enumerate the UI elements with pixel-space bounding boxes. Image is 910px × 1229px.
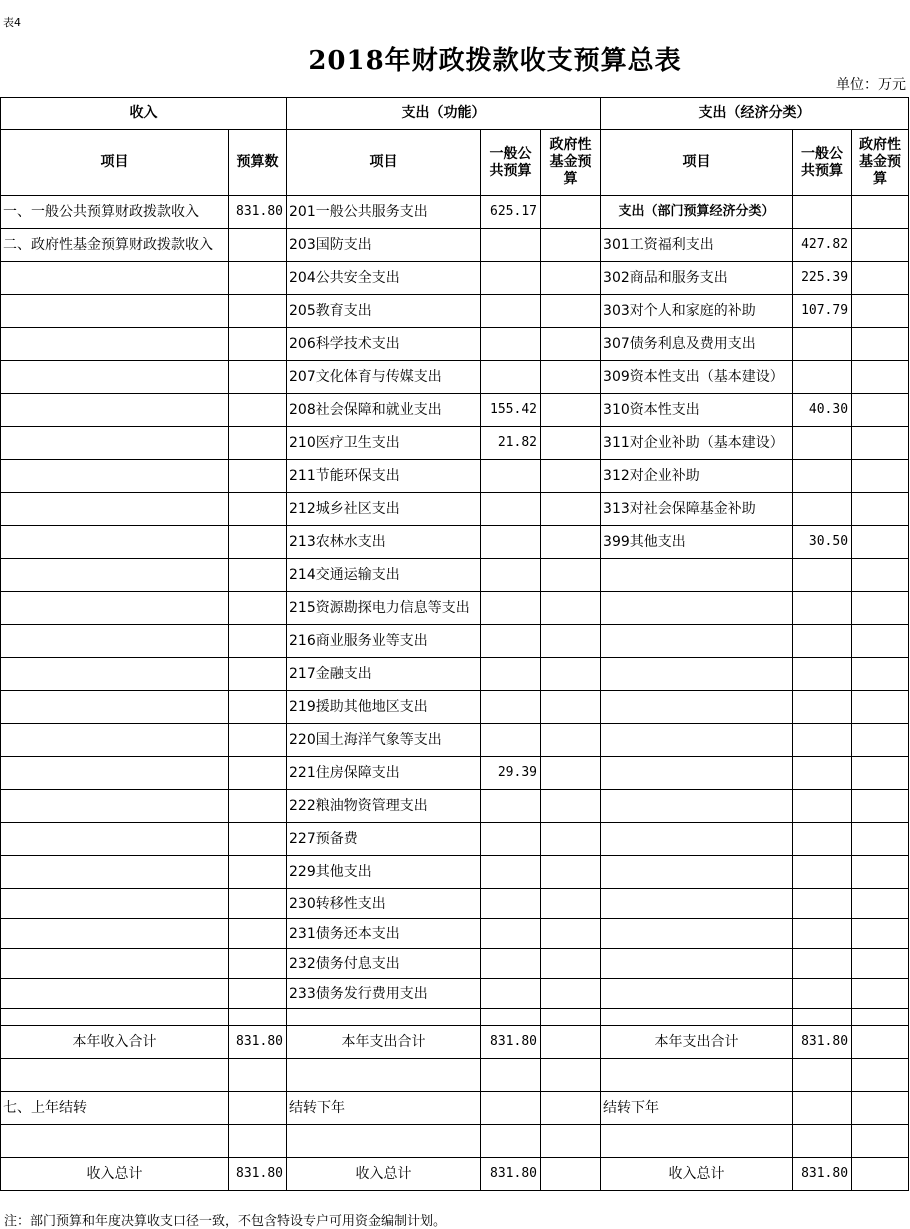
func-fund <box>541 229 601 262</box>
income-item <box>1 790 229 823</box>
empty-cell <box>793 1125 852 1158</box>
income-amount <box>229 658 287 691</box>
econ-general <box>793 328 852 361</box>
income-item <box>1 889 229 919</box>
income-item <box>1 592 229 625</box>
income-item <box>1 919 229 949</box>
func-fund <box>541 361 601 394</box>
econ-fund <box>852 625 909 658</box>
year-exp-func-amount: 831.80 <box>481 1026 541 1059</box>
func-general: 29.39 <box>481 757 541 790</box>
table-row <box>1 559 909 592</box>
table-row <box>1 658 909 691</box>
func-item: 208社会保障和就业支出 <box>287 394 481 427</box>
func-general: 21.82 <box>481 427 541 460</box>
func-fund <box>541 394 601 427</box>
econ-general <box>793 592 852 625</box>
func-item: 220国土海洋气象等支出 <box>287 724 481 757</box>
carry-out-func-label: 结转下年 <box>287 1092 481 1125</box>
econ-general <box>793 493 852 526</box>
unit-label: 单位：万元 <box>836 77 906 93</box>
econ-item <box>601 724 793 757</box>
econ-item: 312对企业补助 <box>601 460 793 493</box>
income-amount <box>229 427 287 460</box>
sheet-tag: 表4 <box>3 16 21 29</box>
econ-fund <box>852 559 909 592</box>
econ-item <box>601 625 793 658</box>
func-item: 205教育支出 <box>287 295 481 328</box>
econ-item: 301工资福利支出 <box>601 229 793 262</box>
func-general <box>481 889 541 919</box>
income-amount <box>229 949 287 979</box>
func-general <box>481 229 541 262</box>
income-item <box>1 295 229 328</box>
empty-cell <box>793 1092 852 1125</box>
econ-fund <box>852 262 909 295</box>
year-income-label: 本年收入合计 <box>1 1026 229 1059</box>
func-item: 230转移性支出 <box>287 889 481 919</box>
total-row <box>1 1125 909 1158</box>
table-row <box>1 427 909 460</box>
func-item: 206科学技术支出 <box>287 328 481 361</box>
income-item <box>1 724 229 757</box>
func-item: 222粮油物资管理支出 <box>287 790 481 823</box>
empty-cell <box>1 1059 229 1092</box>
income-amount <box>229 493 287 526</box>
empty-cell <box>601 1125 793 1158</box>
empty-cell <box>287 1125 481 1158</box>
econ-item <box>601 691 793 724</box>
econ-general <box>793 919 852 949</box>
func-fund <box>541 757 601 790</box>
income-item: 一、一般公共预算财政拨款收入 <box>1 196 229 229</box>
func-fund <box>541 691 601 724</box>
econ-general <box>793 724 852 757</box>
income-item <box>1 1009 229 1026</box>
func-general <box>481 361 541 394</box>
func-general <box>481 625 541 658</box>
year-exp-econ-label: 本年支出合计 <box>601 1026 793 1059</box>
econ-fund <box>852 427 909 460</box>
econ-fund <box>852 394 909 427</box>
income-amount <box>229 262 287 295</box>
income-item <box>1 823 229 856</box>
income-amount <box>229 1009 287 1026</box>
econ-general <box>793 559 852 592</box>
income-item <box>1 691 229 724</box>
econ-fund <box>852 724 909 757</box>
econ-fund <box>852 757 909 790</box>
income-item <box>1 625 229 658</box>
func-fund <box>541 559 601 592</box>
func-fund <box>541 625 601 658</box>
econ-fund <box>852 658 909 691</box>
econ-general <box>793 196 852 229</box>
econ-item <box>601 757 793 790</box>
func-fund <box>541 295 601 328</box>
empty-cell <box>287 1059 481 1092</box>
income-item <box>1 559 229 592</box>
econ-fund <box>852 196 909 229</box>
table-row <box>1 949 909 979</box>
econ-general <box>793 625 852 658</box>
table-row <box>1 790 909 823</box>
func-fund <box>541 790 601 823</box>
func-item: 217金融支出 <box>287 658 481 691</box>
econ-general <box>793 361 852 394</box>
econ-fund <box>852 1009 909 1026</box>
income-amount <box>229 460 287 493</box>
empty-cell <box>852 1158 909 1191</box>
income-item <box>1 328 229 361</box>
income-amount <box>229 889 287 919</box>
grand-econ-amount: 831.80 <box>793 1158 852 1191</box>
econ-item: 303对个人和家庭的补助 <box>601 295 793 328</box>
table-row <box>1 889 909 919</box>
year-income-amount: 831.80 <box>229 1026 287 1059</box>
func-general <box>481 790 541 823</box>
empty-cell <box>793 1059 852 1092</box>
func-fund <box>541 658 601 691</box>
func-item: 203国防支出 <box>287 229 481 262</box>
func-fund <box>541 526 601 559</box>
table-row <box>1 757 909 790</box>
header-row-2 <box>1 130 909 196</box>
empty-cell <box>541 1092 601 1125</box>
income-amount <box>229 724 287 757</box>
econ-general: 107.79 <box>793 295 852 328</box>
grand-income-amount: 831.80 <box>229 1158 287 1191</box>
table-row <box>1 262 909 295</box>
empty-cell <box>852 1125 909 1158</box>
func-fund <box>541 856 601 889</box>
func-fund <box>541 196 601 229</box>
total-row <box>1 1059 909 1092</box>
econ-fund <box>852 526 909 559</box>
func-general <box>481 262 541 295</box>
table-row <box>1 625 909 658</box>
func-item: 232债务付息支出 <box>287 949 481 979</box>
econ-item <box>601 979 793 1009</box>
income-amount <box>229 328 287 361</box>
econ-fund <box>852 823 909 856</box>
func-item: 227预备费 <box>287 823 481 856</box>
econ-fund <box>852 361 909 394</box>
func-item: 214交通运输支出 <box>287 559 481 592</box>
func-fund <box>541 328 601 361</box>
empty-cell <box>852 1059 909 1092</box>
func-fund <box>541 460 601 493</box>
econ-item <box>601 919 793 949</box>
header-fund: 政府性基金预算 <box>541 130 601 196</box>
func-general <box>481 460 541 493</box>
econ-fund <box>852 493 909 526</box>
income-amount <box>229 625 287 658</box>
econ-general <box>793 427 852 460</box>
econ-item: 309资本性支出（基本建设） <box>601 361 793 394</box>
table-row <box>1 229 909 262</box>
income-amount <box>229 790 287 823</box>
table-row <box>1 460 909 493</box>
econ-general <box>793 949 852 979</box>
func-general <box>481 658 541 691</box>
func-item: 212城乡社区支出 <box>287 493 481 526</box>
table-row <box>1 328 909 361</box>
income-item <box>1 979 229 1009</box>
func-item <box>287 1009 481 1026</box>
income-amount <box>229 229 287 262</box>
func-general <box>481 856 541 889</box>
total-row <box>1 1092 909 1125</box>
empty-cell <box>481 1092 541 1125</box>
table-row <box>1 919 909 949</box>
econ-fund <box>852 889 909 919</box>
econ-fund <box>852 295 909 328</box>
econ-general <box>793 691 852 724</box>
func-fund <box>541 493 601 526</box>
econ-item: 支出（部门预算经济分类） <box>601 196 793 229</box>
table-row <box>1 196 909 229</box>
table-row <box>1 493 909 526</box>
func-general <box>481 949 541 979</box>
econ-general <box>793 1009 852 1026</box>
econ-general <box>793 757 852 790</box>
func-item: 219援助其他地区支出 <box>287 691 481 724</box>
func-general <box>481 823 541 856</box>
func-fund <box>541 919 601 949</box>
empty-cell <box>601 1059 793 1092</box>
income-item <box>1 757 229 790</box>
header-item: 项目 <box>287 130 481 196</box>
func-general: 625.17 <box>481 196 541 229</box>
func-item: 204公共安全支出 <box>287 262 481 295</box>
func-general <box>481 691 541 724</box>
func-item: 233债务发行费用支出 <box>287 979 481 1009</box>
econ-item <box>601 823 793 856</box>
income-amount <box>229 757 287 790</box>
econ-general: 40.30 <box>793 394 852 427</box>
table-row <box>1 691 909 724</box>
func-general <box>481 295 541 328</box>
empty-cell <box>1 1125 229 1158</box>
income-item: 二、政府性基金预算财政拨款收入 <box>1 229 229 262</box>
carry-out-econ-label: 结转下年 <box>601 1092 793 1125</box>
econ-general <box>793 823 852 856</box>
empty-cell <box>852 1026 909 1059</box>
func-general <box>481 328 541 361</box>
empty-cell <box>229 1059 287 1092</box>
func-general <box>481 559 541 592</box>
table-row <box>1 1009 909 1026</box>
func-item: 229其他支出 <box>287 856 481 889</box>
func-fund <box>541 1009 601 1026</box>
page-title: 2018年财政拨款收支预算总表 <box>308 46 682 76</box>
func-fund <box>541 724 601 757</box>
table-row <box>1 856 909 889</box>
econ-item: 313对社会保障基金补助 <box>601 493 793 526</box>
empty-cell <box>541 1026 601 1059</box>
econ-item <box>601 559 793 592</box>
table-row <box>1 823 909 856</box>
income-amount <box>229 691 287 724</box>
header-budget: 预算数 <box>229 130 287 196</box>
econ-fund <box>852 790 909 823</box>
func-general <box>481 526 541 559</box>
func-fund <box>541 949 601 979</box>
econ-fund <box>852 691 909 724</box>
header-expense-econ: 支出（经济分类） <box>601 98 909 130</box>
func-item: 211节能环保支出 <box>287 460 481 493</box>
header-general: 一般公共预算 <box>481 130 541 196</box>
income-item <box>1 658 229 691</box>
econ-item <box>601 658 793 691</box>
income-amount <box>229 295 287 328</box>
footnote: 注：部门预算和年度决算收支口径一致，不包含特设专户可用资金编制计划。 <box>4 1214 447 1229</box>
income-item <box>1 394 229 427</box>
income-amount <box>229 559 287 592</box>
income-amount <box>229 526 287 559</box>
header-row-1 <box>1 98 909 130</box>
grand-income-label: 收入总计 <box>1 1158 229 1191</box>
func-item: 201一般公共服务支出 <box>287 196 481 229</box>
econ-item <box>601 790 793 823</box>
func-item: 216商业服务业等支出 <box>287 625 481 658</box>
func-general <box>481 1009 541 1026</box>
income-item <box>1 856 229 889</box>
income-item <box>1 949 229 979</box>
func-item: 207文化体育与传媒支出 <box>287 361 481 394</box>
econ-item <box>601 949 793 979</box>
econ-general <box>793 979 852 1009</box>
table-row <box>1 724 909 757</box>
func-item: 221住房保障支出 <box>287 757 481 790</box>
income-item <box>1 262 229 295</box>
econ-item: 311对企业补助（基本建设） <box>601 427 793 460</box>
year-exp-label: 本年支出合计 <box>287 1026 481 1059</box>
econ-item: 307债务利息及费用支出 <box>601 328 793 361</box>
empty-cell <box>481 1059 541 1092</box>
func-general: 155.42 <box>481 394 541 427</box>
header-fund: 政府性基金预算 <box>852 130 909 196</box>
empty-cell <box>541 1125 601 1158</box>
func-fund <box>541 823 601 856</box>
income-amount <box>229 394 287 427</box>
econ-fund <box>852 919 909 949</box>
income-item <box>1 427 229 460</box>
grand-func-label: 收入总计 <box>287 1158 481 1191</box>
header-income: 收入 <box>1 98 287 130</box>
econ-item: 302商品和服务支出 <box>601 262 793 295</box>
income-item <box>1 460 229 493</box>
income-amount <box>229 823 287 856</box>
func-fund <box>541 889 601 919</box>
year-exp-econ-amount: 831.80 <box>793 1026 852 1059</box>
econ-general: 225.39 <box>793 262 852 295</box>
econ-fund <box>852 592 909 625</box>
income-item <box>1 526 229 559</box>
econ-fund <box>852 856 909 889</box>
func-item: 210医疗卫生支出 <box>287 427 481 460</box>
econ-general <box>793 790 852 823</box>
grand-econ-label: 收入总计 <box>601 1158 793 1191</box>
carry-in-label: 七、上年结转 <box>1 1092 229 1125</box>
econ-fund <box>852 460 909 493</box>
func-general <box>481 979 541 1009</box>
econ-item <box>601 856 793 889</box>
total-row <box>1 1026 909 1059</box>
func-item: 215资源勘探电力信息等支出 <box>287 592 481 625</box>
total-row <box>1 1158 909 1191</box>
func-general <box>481 592 541 625</box>
header-expense-func: 支出（功能） <box>287 98 601 130</box>
income-item <box>1 493 229 526</box>
table-row <box>1 979 909 1009</box>
table-row <box>1 592 909 625</box>
empty-cell <box>481 1125 541 1158</box>
income-amount <box>229 979 287 1009</box>
econ-item: 399其他支出 <box>601 526 793 559</box>
func-general <box>481 919 541 949</box>
empty-cell <box>229 1125 287 1158</box>
econ-fund <box>852 328 909 361</box>
func-general <box>481 724 541 757</box>
econ-general: 427.82 <box>793 229 852 262</box>
econ-general <box>793 460 852 493</box>
func-fund <box>541 979 601 1009</box>
econ-general <box>793 658 852 691</box>
header-item: 项目 <box>1 130 229 196</box>
econ-item <box>601 1009 793 1026</box>
header-general: 一般公共预算 <box>793 130 852 196</box>
econ-item <box>601 889 793 919</box>
table-row <box>1 295 909 328</box>
budget-table <box>0 97 909 1191</box>
income-item <box>1 361 229 394</box>
empty-cell <box>541 1059 601 1092</box>
empty-cell <box>852 1092 909 1125</box>
func-general <box>481 493 541 526</box>
income-amount <box>229 361 287 394</box>
econ-general <box>793 856 852 889</box>
func-item: 231债务还本支出 <box>287 919 481 949</box>
table-row <box>1 526 909 559</box>
econ-item <box>601 592 793 625</box>
empty-cell <box>229 1092 287 1125</box>
econ-fund <box>852 229 909 262</box>
econ-fund <box>852 949 909 979</box>
income-amount <box>229 919 287 949</box>
econ-general <box>793 889 852 919</box>
econ-general: 30.50 <box>793 526 852 559</box>
econ-fund <box>852 979 909 1009</box>
table-row <box>1 361 909 394</box>
func-fund <box>541 592 601 625</box>
func-fund <box>541 262 601 295</box>
econ-item: 310资本性支出 <box>601 394 793 427</box>
income-amount <box>229 856 287 889</box>
grand-func-amount: 831.80 <box>481 1158 541 1191</box>
func-item: 213农林水支出 <box>287 526 481 559</box>
header-item: 项目 <box>601 130 793 196</box>
func-fund <box>541 427 601 460</box>
income-amount <box>229 592 287 625</box>
income-amount: 831.80 <box>229 196 287 229</box>
empty-cell <box>541 1158 601 1191</box>
table-row <box>1 394 909 427</box>
